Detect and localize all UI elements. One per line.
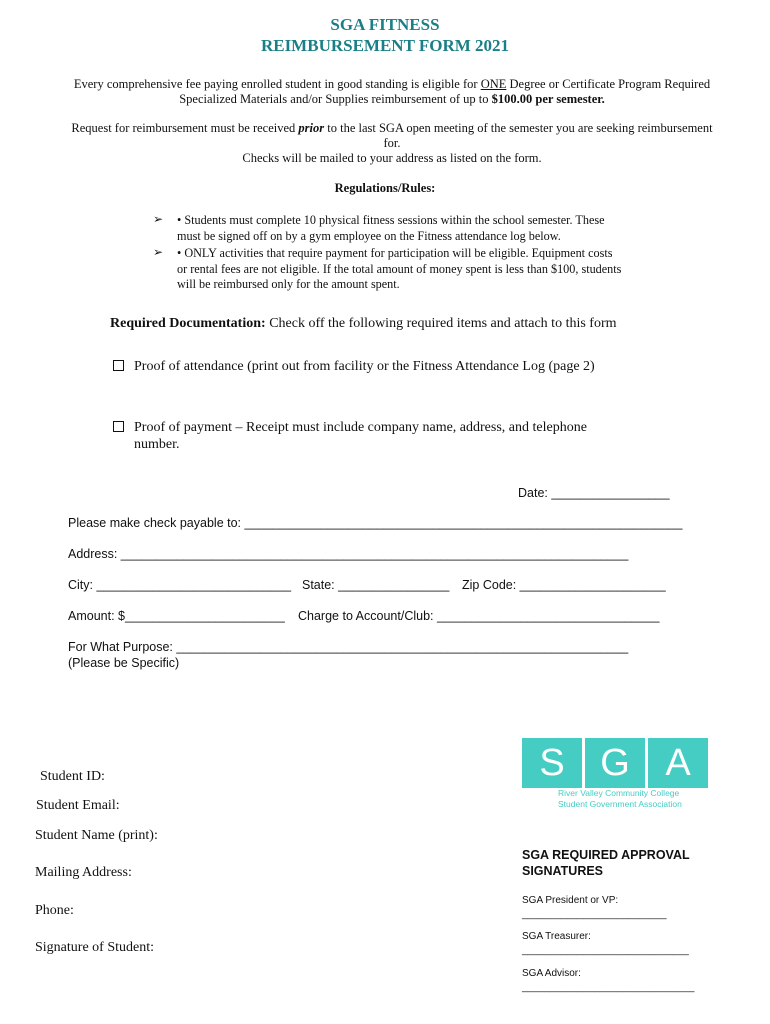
purpose-note: (Please be Specific) <box>68 656 180 670</box>
treasurer-line[interactable]: ______________________________ <box>522 945 689 956</box>
advisor-signature[interactable] <box>522 967 694 995</box>
eligibility-text: Every comprehensive fee paying enrolled student in good standing is eligible for ONE Degree or Certificate Program Required Specialized Materials and/or Supplies reimbursement of up to $100.00 per semester. <box>73 77 711 106</box>
state-field[interactable]: State: ________________ <box>302 578 450 592</box>
prior-emphasis: prior <box>298 121 325 135</box>
one-emphasis: ONE <box>480 77 507 91</box>
payment-checkbox[interactable] <box>113 421 124 432</box>
rule-item: • ONLY activities that require payment for participation will be eligible. Equipment costs or rental fees are not eligible. If the total amount of money spent is less than $100, students will be reimbursed only for the amount spent. <box>177 246 622 291</box>
payable-to-field[interactable]: Please make check payable to: _______________________________________________________________ <box>68 516 683 530</box>
payment-label: Proof of payment – Receipt must include company name, address, and telephone <box>134 420 587 435</box>
approval-heading: SGA REQUIRED APPROVAL SIGNATURES <box>522 848 690 878</box>
date-field[interactable]: Date: _________________ <box>518 486 670 500</box>
title-line-2: REIMBURSEMENT FORM 2021 <box>260 36 510 55</box>
title-line-1: SGA FITNESS <box>330 15 440 34</box>
amount-field[interactable]: Amount: $_______________________ <box>68 609 285 623</box>
student-name-label: Student Name (print): <box>35 828 158 843</box>
logo-letter: S <box>522 738 582 788</box>
student-id-label: Student ID: <box>40 769 105 784</box>
required-docs-heading: Required Documentation: Check off the following required items and attach to this form <box>110 316 617 331</box>
arrow-bullet-icon: ➢ <box>153 245 164 259</box>
payment-label-cont: number. <box>134 437 180 452</box>
form-title <box>0 14 770 56</box>
city-field[interactable]: City: ____________________________ <box>68 578 292 592</box>
attendance-checkbox[interactable] <box>113 360 124 371</box>
zip-field[interactable]: Zip Code: _____________________ <box>462 578 666 592</box>
logo-subtitle: River Valley Community College Student Government Association <box>558 788 682 809</box>
signature-label: Signature of Student: <box>35 940 154 955</box>
purpose-field[interactable]: For What Purpose: _________________________________________________________________ <box>68 640 629 654</box>
treasurer-signature[interactable] <box>522 930 689 958</box>
sga-logo <box>522 738 711 788</box>
logo-letter: A <box>648 738 708 788</box>
arrow-bullet-icon: ➢ <box>153 212 164 226</box>
address-field[interactable]: Address: _________________________________________________________________________ <box>68 547 629 561</box>
deadline-text: Request for reimbursement must be received prior to the last SGA open meeting of the semester you are seeking reimbursement for. Checks will be mailed to your address as listed on the form. <box>71 121 713 165</box>
attendance-checkbox-row[interactable] <box>113 359 595 375</box>
advisor-label: SGA Advisor: <box>522 968 581 979</box>
president-line[interactable]: __________________________ <box>522 909 667 920</box>
payment-checkbox-row[interactable] <box>113 420 587 436</box>
student-email-label: Student Email: <box>36 798 120 813</box>
president-signature[interactable] <box>522 894 667 922</box>
president-label: SGA President or VP: <box>522 895 619 906</box>
charge-account-field[interactable]: Charge to Account/Club: ________________________________ <box>298 609 660 623</box>
rules-heading: Regulations/Rules: <box>334 181 436 195</box>
mailing-address-label: Mailing Address: <box>35 865 132 880</box>
attendance-label: Proof of attendance (print out from facility or the Fitness Attendance Log (page 2) <box>134 359 595 374</box>
advisor-line[interactable]: _______________________________ <box>522 982 695 993</box>
reimbursement-amount: $100.00 per semester. <box>491 92 605 106</box>
treasurer-label: SGA Treasurer: <box>522 931 591 942</box>
rule-item: • Students must complete 10 physical fitness sessions within the school semester. These must be signed off on by a gym employee on the Fitness attendance log below. <box>177 213 605 243</box>
phone-label: Phone: <box>35 903 74 918</box>
logo-letter: G <box>585 738 645 788</box>
